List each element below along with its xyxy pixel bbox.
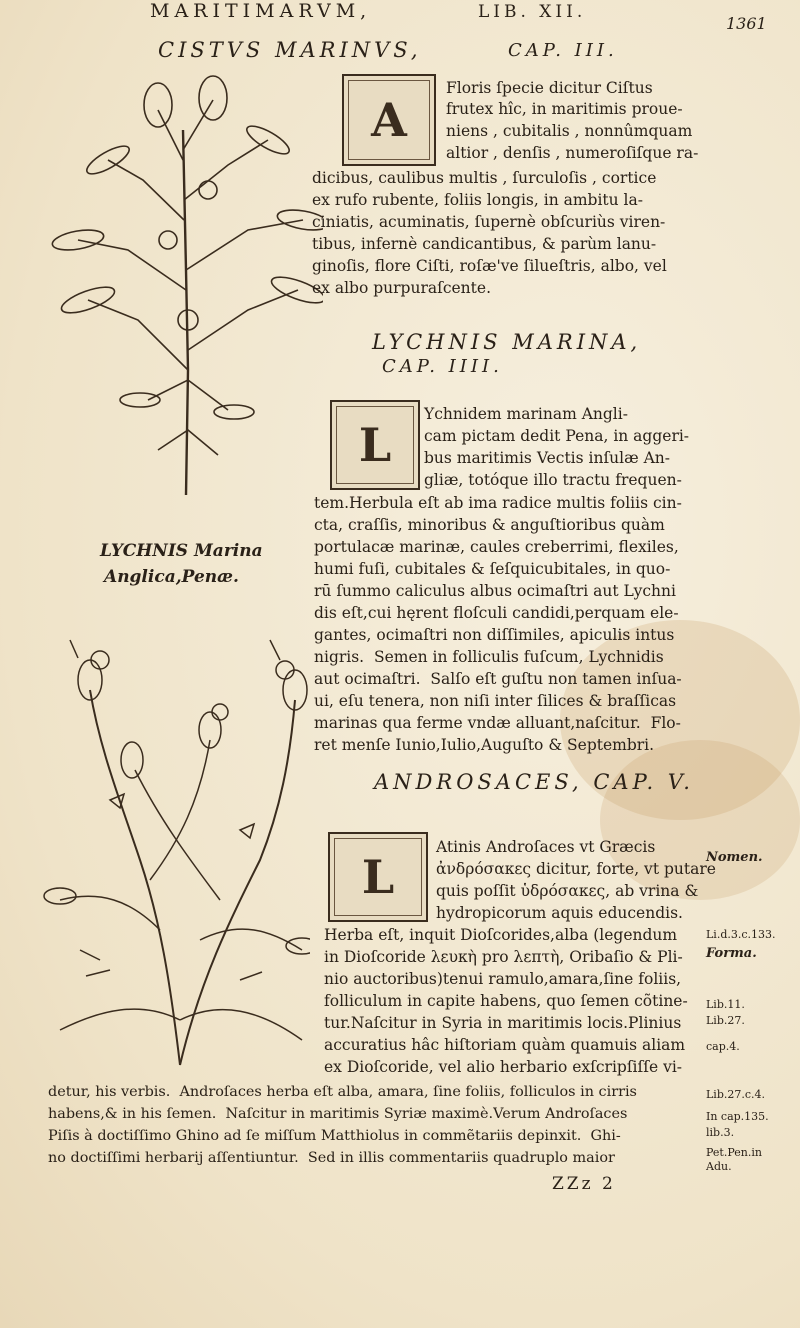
text-line: detur, his verbis. Androſaces herba eſt alba, amara, ſine foliis, folliculos in cirris [48, 1084, 637, 1100]
margin-note: Li.d.3.c.133. [706, 928, 776, 941]
text-line: folliculum in capite habens, quo ſemen cõtine- [324, 992, 688, 1010]
text-line: aut ocimaſtri. Salſo eſt guſtu non tamen inſua- [314, 670, 682, 688]
margin-note: Lib.27.c.4. [706, 1088, 766, 1101]
decorated-initial: A [342, 74, 436, 166]
text-line: habens,& in his ſemen. Naſcitur in maritimis Syriæ maximè.Verum Androſaces [48, 1106, 628, 1122]
text-line: bus maritimis Vectis inſulæ An- [424, 449, 671, 467]
text-line: tur.Naſcitur in Syria in maritimis locis.Plinius [324, 1014, 682, 1032]
text-line: in Dioſcoride λευκὴ pro λεπτὴ, Oribaſio & Pli- [324, 948, 683, 966]
text-line: marinas qua ferme vndæ alluant,naſcitur. Flo- [314, 714, 681, 732]
chapter-title: CISTVS MARINVS, [158, 38, 422, 62]
text-line: ret menſe Iunio,Iulio,Auguſto & Septembri. [314, 736, 655, 754]
text-line: ginoſis, flore Ciſti, roſæ've ſilueſtris, albo, vel [312, 257, 667, 275]
text-line: quis poſſit ὑδρόσακες, ab vrina & [436, 882, 699, 900]
lychnis-illustration [40, 600, 310, 1070]
text-line: rū ſummo caliculus albus ocimaſtri aut Lychni [314, 582, 676, 600]
cistus-illustration [48, 70, 323, 500]
text-line: portulacæ marinæ, caules creberrimi, flexiles, [314, 538, 679, 556]
figure-caption: LYCHNIS Marina [100, 541, 263, 561]
decorated-initial: L [328, 832, 428, 922]
text-line: humi fuſi, cubitales & ſeſquicubitales, in quo- [314, 560, 671, 578]
text-line: dicibus, caulibus multis , ſurculoſis , cortice [312, 169, 657, 187]
margin-note: cap.4. [706, 1040, 740, 1053]
chapter-title: LYCHNIS MARINA, [372, 330, 642, 354]
text-line: Herba eſt, inquit Dioſcorides,alba (legendum [324, 926, 678, 944]
margin-note: Lib.27. [706, 1014, 745, 1027]
text-line: cam pictam dedit Pena, in aggeri- [424, 427, 690, 445]
decorated-initial: L [330, 400, 420, 490]
text-line: Piſis à doctiſſimo Ghino ad ſe miſſum Matthiolus in commẽtariis depinxit. Ghi- [48, 1128, 621, 1144]
text-line: tem.Herbula eſt ab ima radice multis foliis cin- [314, 494, 682, 512]
margin-note: Lib.11. [706, 998, 745, 1011]
figure-caption: Anglica,Penæ. [104, 567, 239, 587]
text-line: no doctiſſimi herbarij aſſentiuntur. Sed in illis commentariis quadruplo maior [48, 1150, 615, 1166]
text-line: gliæ, totóque illo tractu frequen- [424, 471, 682, 489]
text-line: hydropicorum aquis educendis. [436, 904, 683, 922]
text-line: ui, eſu tenera, non niſi inter ſilices & braſſicas [314, 692, 677, 710]
text-line: frutex hîc, in maritimis proue- [446, 100, 683, 118]
text-line: nio auctoribus)tenui ramulo,amara,ſine foliis, [324, 970, 682, 988]
text-line: ex albo purpuraſcente. [312, 279, 491, 297]
text-line: cta, craſſis, minoribus & anguſtioribus quàm [314, 516, 665, 534]
margin-note: Pet.Pen.in [706, 1146, 762, 1159]
text-line: ciniatis, acuminatis, ſupernè obſcuriùs viren- [312, 213, 666, 231]
text-line: dis eſt,cui hęrent floſculi candidi,perquam ele- [314, 604, 679, 622]
margin-note: Adu. [706, 1160, 732, 1173]
chapter-number: CAP. III. [508, 40, 618, 61]
text-line: altior , denſis , numeroſiſque ra- [446, 144, 699, 162]
chapter-number: CAP. IIII. [382, 356, 503, 377]
text-line: nigris. Semen in folliculis fuſcum, Lychnidis [314, 648, 664, 666]
signature-mark: ZZz 2 [552, 1174, 616, 1194]
text-line: gantes, ocimaſtri non diſſimiles, apiculis intus [314, 626, 675, 644]
text-line: ἀνδρόσακες dicitur, forte, vt putare [436, 860, 716, 878]
text-line: tibus, infernè candicantibus, & parùm lanu- [312, 235, 657, 253]
margin-note: In cap.135. [706, 1110, 769, 1123]
margin-note: Forma. [706, 946, 757, 961]
text-line: Ychnidem marinam Angli- [424, 405, 628, 423]
text-line: ex rufo rubente, foliis longis, in ambitu la- [312, 191, 643, 209]
page-number: 1361 [726, 14, 767, 33]
running-title: MARITIMARVM, [150, 0, 372, 22]
chapter-title: ANDROSACES, CAP. V. [374, 770, 694, 794]
margin-note: lib.3. [706, 1126, 735, 1139]
text-line: ex Dioſcoride, vel alio herbario exſcripſiſſe vi- [324, 1058, 683, 1076]
text-line: accuratius hâc hiſtoriam quàm quamuis aliam [324, 1036, 686, 1054]
book-number: LIB. XII. [478, 2, 587, 22]
margin-note: Nomen. [706, 850, 763, 865]
text-line: niens , cubitalis , nonnûmquam [446, 122, 693, 140]
text-line: Atinis Androſaces vt Græcis [436, 838, 656, 856]
text-line: Floris ſpecie dicitur Ciſtus [446, 79, 653, 97]
